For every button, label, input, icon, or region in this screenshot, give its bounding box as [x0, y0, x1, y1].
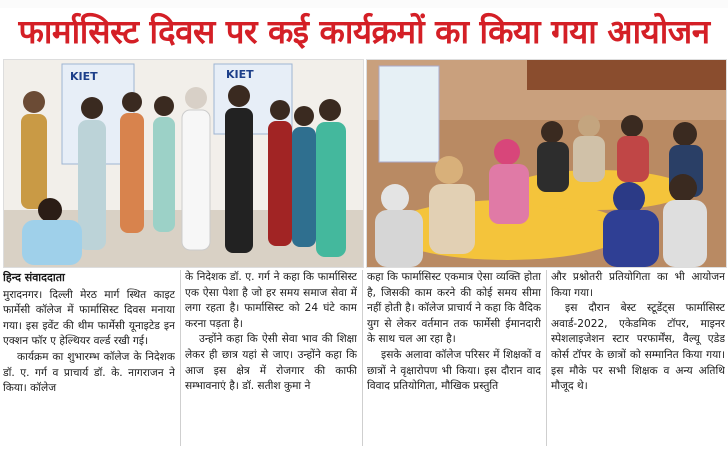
article-column-3 — [367, 270, 541, 448]
article-column-1 — [3, 270, 175, 448]
paragraph: कार्यक्रम का शुभारम्भ कॉलेज के निदेशक डॉ. ए. गर्ग व प्राचार्य डॉ. के. नागराजन ने किया। कॉलेज — [3, 350, 175, 395]
event-photo-seated — [366, 59, 727, 268]
byline: हिन्द संवाददाता — [3, 271, 65, 284]
paragraph: और प्रश्नोतरी प्रतियोगिता का भी आयोजन किया गया। — [551, 271, 725, 299]
article-column-4 — [551, 270, 725, 448]
headline: फार्मासिस्ट दिवस पर कई कार्यक्रमों का किया गया आयोजन — [18, 12, 710, 51]
paragraph: उन्होंने कहा कि ऐसी सेवा भाव की शिक्षा लेकर ही छात्र यहां से जाए। उन्होंने कहा कि आज इस क्षेत्र में रोजगार की काफी सम्भावनाएं है। डॉ. सतीश कुमा ने — [185, 333, 357, 393]
banner-kiet-left: KIET — [70, 70, 98, 83]
article-column-2 — [185, 270, 357, 448]
top-strip-cropped — [0, 0, 728, 8]
paragraph: कहा कि फार्मासिस्ट एकमात्र ऐसा व्यक्ति होता है, जिसकी काम करने की कोई समय सीमा नहीं होती है। कॉलेज प्राचार्य ने कहा कि वैदिक युग से लेकर वर्तमान तक फार्मेसी ईमानदारी के साथ चल आ रहा है। — [367, 271, 541, 346]
banner-kiet-right: KIET — [226, 68, 254, 81]
paragraph: इसके अलावा कॉलेज परिसर में शिक्षकों व छात्रों ने वृक्षारोपण भी किया। इस दौरान वाद विवाद प्रतियोगिता, मौखिक प्रस्तुति — [367, 348, 541, 393]
paragraph: इस दौरान बेस्ट स्टूडेंट्स फार्मासिस्ट अवार्ड-2022, एकेडमिक टॉपर, माइनर स्पेशलाइजेशन स्टार परफार्मेंस, वैल्यू एडेड कोर्स टॉपर के छात्रों को सम्मानित किया गया। इस मौके पर सभी शिक्षक व अन्य अतिथि मौजूद थे। — [551, 302, 725, 393]
paragraph: के निदेशक डॉ. ए. गर्ग ने कहा कि फार्मासिस्ट एक ऐसा पेशा है जो हर समय समाज सेवा में लगा रहता है। फार्मासिस्ट को 24 घंटे काम करना पड़ता है। — [185, 271, 357, 330]
paragraph: मुरादनगर। दिल्ली मेरठ मार्ग स्थित काइट फार्मेसी कॉलेज में फार्मासिस्ट दिवस मनाया गया। इस इवेंट की थीम फार्मेसी यूनाइटेड इन एक्शन फॉर ए हेल्थियर वर्ल्ड रखी गई। — [3, 288, 175, 348]
article-body — [3, 270, 725, 448]
event-photo-group — [3, 59, 364, 268]
